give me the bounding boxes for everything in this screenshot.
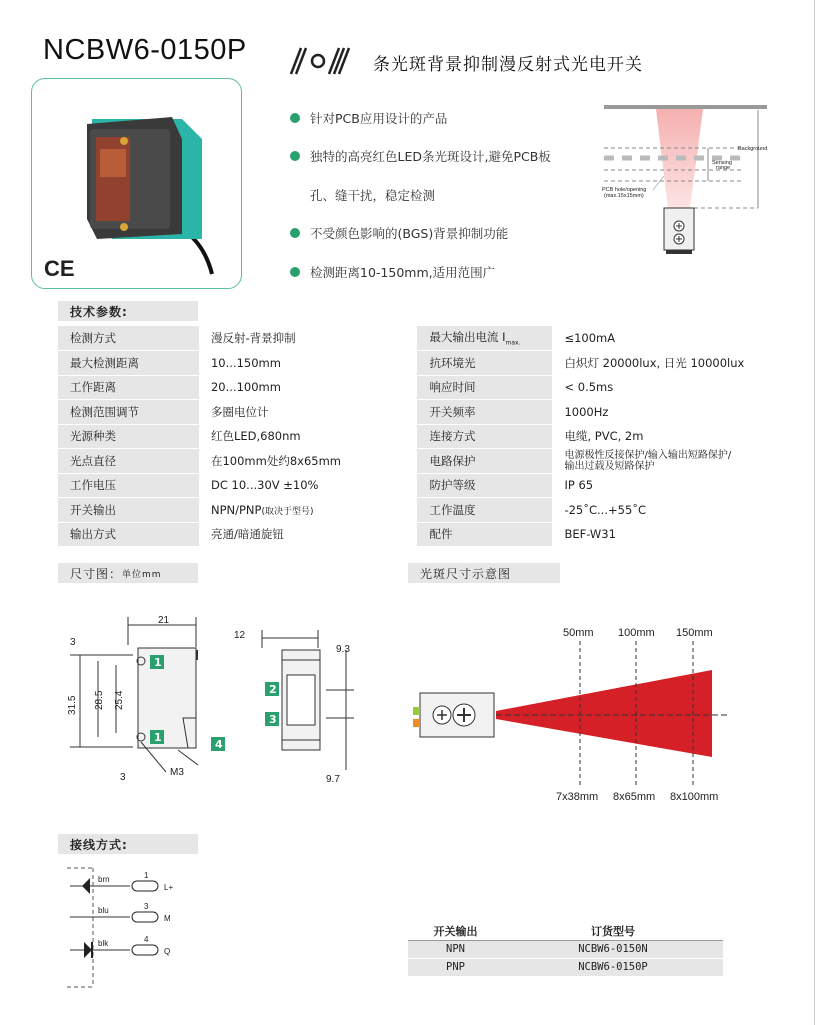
dim-3-top: 3 — [70, 637, 76, 648]
dim-m3: M3 — [170, 767, 184, 778]
spec-key: 光源种类 — [58, 424, 199, 449]
table-row — [58, 449, 765, 474]
spec-key: 最大输出电流 $I_{max.}$ — [411, 326, 552, 351]
dim-12: 12 — [234, 630, 246, 641]
label-sensing: Sensing — [712, 160, 732, 166]
table-row — [58, 400, 765, 425]
model-title: NCBW6-0150P — [43, 34, 247, 66]
label-range: range — [716, 165, 731, 171]
wiring-diagram — [60, 862, 200, 992]
spot-bottom-label: 7x38mm — [556, 791, 599, 803]
spec-value: < 0.5ms — [552, 375, 765, 400]
label-pcb-hole: PCB hole/opening — [602, 187, 647, 193]
spot-bottom-label: 8x65mm — [613, 791, 656, 803]
spec-table — [58, 326, 765, 547]
table-row — [58, 375, 765, 400]
spec-key: 检测范围调节 — [58, 400, 199, 425]
spec-value: 20...100mm — [199, 375, 412, 400]
spec-value: 亮通/暗通旋钮 — [199, 522, 412, 547]
bullet-icon — [290, 113, 300, 123]
dim-31-5: 31.5 — [67, 695, 78, 715]
spec-key: 工作温度 — [411, 498, 552, 523]
spec-key: 光点直径 — [58, 449, 199, 474]
wire-pin: 3 — [144, 902, 149, 911]
label-pcb-hole-size: (max.15x15mm) — [604, 193, 644, 199]
badge-1-top: 1 — [154, 656, 162, 669]
spec-key: 电路保护 — [411, 449, 552, 474]
spot-top-label: 100mm — [618, 627, 655, 639]
table-row — [58, 326, 765, 351]
wire-pin: 1 — [144, 871, 149, 880]
wire-pin: 4 — [144, 935, 149, 944]
spec-value: 电源极性反接保护/输入输出短路保护/ 输出过载及短路保护 — [552, 449, 765, 474]
table-row — [58, 473, 765, 498]
spec-key: 抗环境光 — [411, 351, 552, 376]
wire-signal: M — [164, 914, 171, 923]
wire-color: blu — [98, 906, 109, 915]
wiring-heading: 接线方式: — [58, 834, 198, 854]
spec-value: 红色LED,680nm — [199, 424, 412, 449]
spec-value: -25˚C...+55˚C — [552, 498, 765, 523]
spec-value: NPN/PNP(取决于型号) — [199, 498, 412, 523]
dim-21: 21 — [158, 615, 170, 626]
badge-1-bottom: 1 — [154, 731, 162, 744]
dim-3-bottom: 3 — [120, 772, 126, 783]
spec-value: 白炽灯 20000lux, 日光 10000lux — [552, 351, 765, 376]
feature-item: 针对PCB应用设计的产品 — [290, 109, 447, 127]
wire-color: blk — [98, 939, 109, 948]
table-row: NPN NCBW6-0150N — [408, 940, 723, 958]
spec-value: 在100mm处约8x65mm — [199, 449, 412, 474]
wire-signal: Q — [164, 947, 171, 956]
feature-item: 不受颜色影响的(BGS)背景抑制功能 — [290, 224, 508, 242]
spec-value: 漫反射-背景抑制 — [199, 326, 412, 351]
spec-value: BEF-W31 — [552, 522, 765, 547]
spec-key: 连接方式 — [411, 424, 552, 449]
label-background: Background — [738, 146, 768, 152]
sensing-range-diagram — [598, 98, 788, 263]
spec-key: 工作距离 — [58, 375, 199, 400]
dim-9-7: 9.7 — [326, 774, 340, 785]
badge-2: 2 — [269, 683, 277, 696]
spec-key: 防护等级 — [411, 473, 552, 498]
spec-key: 输出方式 — [58, 522, 199, 547]
badge-3: 3 — [269, 713, 277, 726]
spot-bottom-label: 8x100mm — [670, 791, 719, 803]
bullet-icon — [290, 228, 300, 238]
feature-item: 检测距离10-150mm,适用范围广 — [290, 263, 495, 281]
spec-value: 多圈电位计 — [199, 400, 412, 425]
spec-key: 工作电压 — [58, 473, 199, 498]
table-row: PNP NCBW6-0150P — [408, 958, 723, 976]
table-row — [58, 522, 765, 547]
spec-value: 电缆, PVC, 2m — [552, 424, 765, 449]
wire-signal: L+ — [164, 883, 174, 892]
bullet-icon — [290, 151, 300, 161]
page-edge-line — [814, 0, 815, 1025]
order-table — [408, 922, 723, 977]
dimension-drawing-side — [58, 605, 248, 795]
spec-key: 最大检测距离 — [58, 351, 199, 376]
bullet-icon — [290, 267, 300, 277]
ce-mark: CE — [44, 256, 75, 281]
spec-heading: 技术参数: — [58, 301, 198, 321]
spec-value: DC 10...30V ±10% — [199, 473, 412, 498]
dimension-drawing-front — [230, 620, 360, 790]
spec-value: 1000Hz — [552, 400, 765, 425]
badge-4: 4 — [215, 738, 223, 751]
table-row — [58, 498, 765, 523]
table-row — [58, 424, 765, 449]
order-col-output: 开关输出 — [408, 922, 503, 940]
dim-25-4: 25.4 — [114, 690, 125, 710]
spec-value: IP 65 — [552, 473, 765, 498]
dim-9-3: 9.3 — [336, 644, 350, 655]
spec-key: 开关频率 — [411, 400, 552, 425]
dim-28-5: 28.5 — [94, 690, 105, 710]
product-subtitle: 条光斑背景抑制漫反射式光电开关 — [373, 55, 643, 75]
order-col-model: 订货型号 — [503, 922, 723, 940]
spec-key: 开关输出 — [58, 498, 199, 523]
spec-key: 检测方式 — [58, 326, 199, 351]
spec-value: ≤100mA — [552, 326, 765, 351]
feature-item-continued: 孔、缝干扰，稳定检测 — [310, 188, 436, 203]
spec-key: 响应时间 — [411, 375, 552, 400]
dimension-heading: 尺寸图： 单位mm — [58, 563, 198, 583]
spot-heading: 光斑尺寸示意图 — [408, 563, 560, 583]
spot-size-diagram — [408, 615, 738, 815]
feature-item: 独特的高亮红色LED条光斑设计,避免PCB板 — [290, 147, 551, 165]
spot-top-label: 50mm — [563, 627, 594, 639]
table-row — [58, 351, 765, 376]
spec-key: 配件 — [411, 522, 552, 547]
wire-color: brn — [98, 875, 110, 884]
brand-logo-icon — [287, 44, 351, 76]
spot-top-label: 150mm — [676, 627, 713, 639]
spec-value: 10...150mm — [199, 351, 412, 376]
